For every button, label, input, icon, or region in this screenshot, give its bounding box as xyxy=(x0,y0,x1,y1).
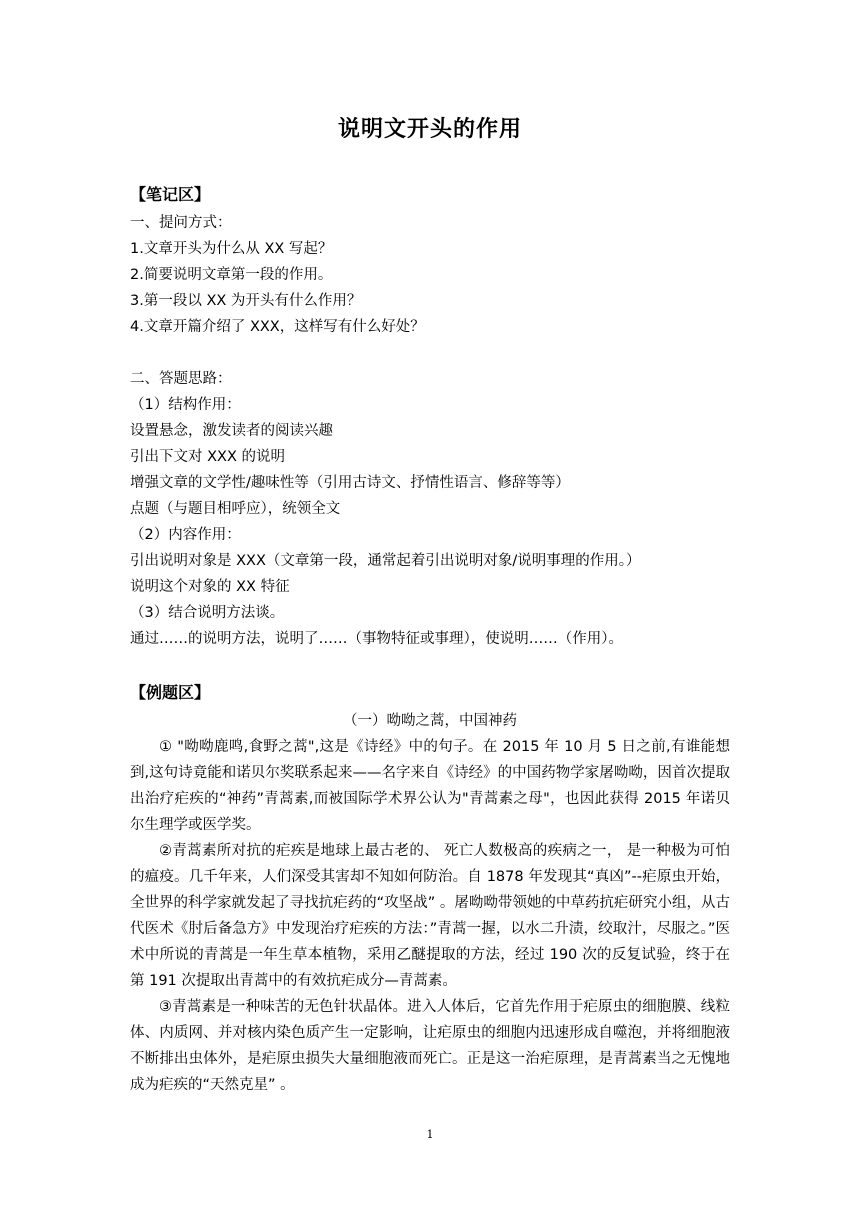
answer-approach-heading: 二、答题思路： xyxy=(130,371,232,387)
spacer xyxy=(130,340,730,366)
structure-item: 设置悬念，激发读者的阅读兴趣 xyxy=(130,423,333,439)
question-item: 4.文章开篇介绍了 XXX，这样写有什么好处？ xyxy=(130,319,425,335)
content-function-heading: （2）内容作用： xyxy=(130,527,241,543)
page-number: 1 xyxy=(426,1128,434,1141)
passage-paragraph-2: ②青蒿素所对抗的疟疾是地球上最古老的、 死亡人数极高的疾病之一， 是一种极为可怕的瘟疫。几千年来，人们深受其害却不知如何防治。自 1878 年发现其“真凶”--疟原虫开始，全世界的科学家就发起了寻找抗疟药的“攻坚战” 。屠呦呦带领她的中草药抗疟研究小组，从古代医术《肘后备急方》中发现治疗疟疾的方法：”青蒿一握，以水二升渍，绞取汁，尽服之。”医术中所说的青蒿是一年生草本植物，采用乙醚提取的方法，经过 190 次的反复试验，终于在第 191 次提取出青蒿中的有效抗疟成分—青蒿素。 xyxy=(130,843,730,989)
structure-item: 点题（与题目相呼应），统领全文 xyxy=(130,501,341,517)
structure-function-heading: （1）结构作用： xyxy=(130,397,241,413)
structure-item: 引出下文对 XXX 的说明 xyxy=(130,449,286,465)
structure-item: 增强文章的文学性/趣味性等（引用古诗文、抒情性语言、修辞等等） xyxy=(130,475,570,491)
examples-section-heading: 【例题区】 xyxy=(130,683,211,702)
content-item: 说明这个对象的 XX 特征 xyxy=(130,579,290,595)
notes-section-heading: 【笔记区】 xyxy=(130,185,211,204)
question-method-heading: 一、提问方式： xyxy=(130,215,232,231)
passage-title: （一）呦呦之蒿，中国神药 xyxy=(343,713,517,729)
page-title: 说明文开头的作用 xyxy=(337,117,522,142)
question-item: 2.简要说明文章第一段的作用。 xyxy=(130,267,333,283)
document-body xyxy=(130,180,730,1098)
passage-paragraph-1: ① "呦呦鹿鸣,食野之蒿",这是《诗经》中的句子。在 2015 年 10 月 5 日之前,有谁能想到,这句诗竟能和诺贝尔奖联系起来——名字来自《诗经》的中国药物学家屠呦呦，因首次提取出治疗疟疾的“神药”青蒿素,而被国际学术界公认为"青蒿素之母"，也因此获得 2015 年诺贝尔生理学或医学奖。 xyxy=(130,739,730,833)
question-item: 1.文章开头为什么从 XX 写起？ xyxy=(130,241,333,257)
content-item: 引出说明对象是 XXX（文章第一段，通常起着引出说明对象/说明事理的作用。） xyxy=(130,553,641,569)
question-item: 3.第一段以 XX 为开头有什么作用？ xyxy=(130,293,362,309)
method-item: 通过……的说明方法，说明了……（事物特征或事理），使说明……（作用）。 xyxy=(130,631,623,647)
method-heading: （3）结合说明方法谈。 xyxy=(130,605,285,621)
spacer xyxy=(130,652,730,678)
passage-paragraph-3: ③青蒿素是一种味苦的无色针状晶体。进入人体后，它首先作用于疟原虫的细胞膜、线粒体、内质网、并对核内染色质产生一定影响，让疟原虫的细胞内迅速形成自噬泡，并将细胞液不断排出虫体外，是疟原虫损失大量细胞液而死亡。正是这一治疟原理，是青蒿素当之无愧地成为疟疾的“天然克星” 。 xyxy=(130,999,730,1093)
